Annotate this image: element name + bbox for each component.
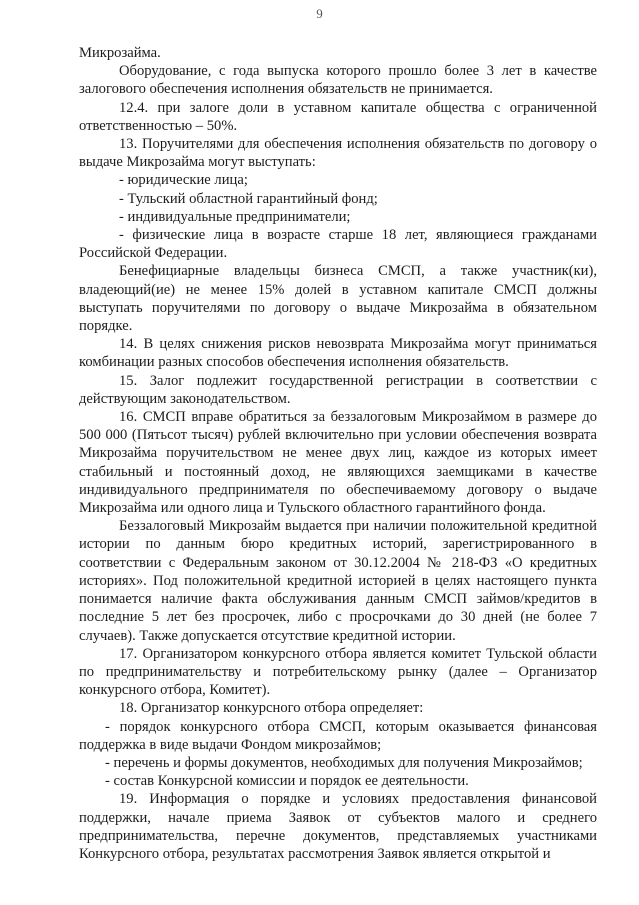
list-item-individuals: - физические лица в возрасте старше 18 лет, являющиеся гражданами Российской Федерации. xyxy=(79,227,597,262)
paragraph-17: 17. Организатором конкурсного отбора является комитет Тульской области по предпринимательству и потребительскому рынку (далее – Организатор конкурсного отбора, Комитет). xyxy=(79,645,597,699)
paragraph-beneficiaries: Бенефициарные владельцы бизнеса СМСП, а также участник(ки), владеющий(ие) не менее 15% долей в уставном капитале СМСП должны выступать поручителями по договору о выдаче Микрозайма в обязательном порядке. xyxy=(79,263,597,335)
list-item-guarantee-fund: - Тульский областной гарантийный фонд; xyxy=(119,190,378,207)
document-body xyxy=(79,44,597,863)
paragraph-16: 16. СМСП вправе обратиться за беззалоговым Микрозаймом в размере до 500 000 (Пятьсот тысяч) рублей включительно при условии обеспечения возврата Микрозайма поручительством не менее двух лиц, каждое из которых имеет стабильный и постоянный доход, не являющихся заемщиками в качестве индивидуального предпринимателя по обеспечиваемому договору о выдаче Микрозайма или одного лица и Тульского областного гарантийного фонда. xyxy=(79,409,597,517)
page-number: 9 xyxy=(316,6,323,21)
paragraph-18: 18. Организатор конкурсного отбора определяет: xyxy=(119,700,424,717)
paragraph-12-4: 12.4. при залоге доли в уставном капитале общества с ограниченной ответственностью – 50%. xyxy=(79,99,597,134)
list-item-documents: - перечень и формы документов, необходимых для получения Микрозаймов; xyxy=(105,754,583,771)
list-item-selection-procedure: - порядок конкурсного отбора СМСП, которым оказывается финансовая поддержка в виде выдачи Фондом микрозаймов; xyxy=(79,718,597,753)
paragraph-15: 15. Залог подлежит государственной регистрации в соответствии с действующим законодательством. xyxy=(79,372,597,407)
list-item-legal-entities: - юридические лица; xyxy=(119,172,248,189)
paragraph-equipment: Оборудование, с года выпуска которого прошло более 3 лет в качестве залогового обеспечения исполнения обязательств не принимается. xyxy=(79,63,597,98)
paragraph-unsecured-loan: Беззалоговый Микрозайм выдается при наличии положительной кредитной истории по данным бюро кредитных историй, зарегистрированного в соответствии с Федеральным законом от 30.12.2004 № 218-ФЗ «О кредитных историях». Под положительной кредитной историей в целях настоящего пункта понимается наличие факта обслуживания данным СМСП займов/кредитов в последние 5 лет без просрочек, либо с просрочками до 30 дней (не более 7 случаев). Также допускается отсутствие кредитной истории. xyxy=(79,518,597,644)
list-item-entrepreneurs: - индивидуальные предприниматели; xyxy=(119,208,351,225)
list-item-commission: - состав Конкурсной комиссии и порядок ее деятельности. xyxy=(105,773,469,790)
paragraph-continuation: Микрозайма. xyxy=(79,45,161,61)
paragraph-14: 14. В целях снижения рисков невозврата Микрозайма могут приниматься комбинации разных способов обеспечения исполнения обязательств. xyxy=(79,336,597,371)
paragraph-13: 13. Поручителями для обеспечения исполнения обязательств по договору о выдаче Микрозайма могут выступать: xyxy=(79,136,597,171)
paragraph-19: 19. Информация о порядке и условиях предоставления финансовой поддержки, начале приема Заявок от субъектов малого и среднего предпринимательства, перечне документов, представляемых участниками Конкурсного отбора, результатах рассмотрения Заявок является открытой и xyxy=(79,791,597,862)
